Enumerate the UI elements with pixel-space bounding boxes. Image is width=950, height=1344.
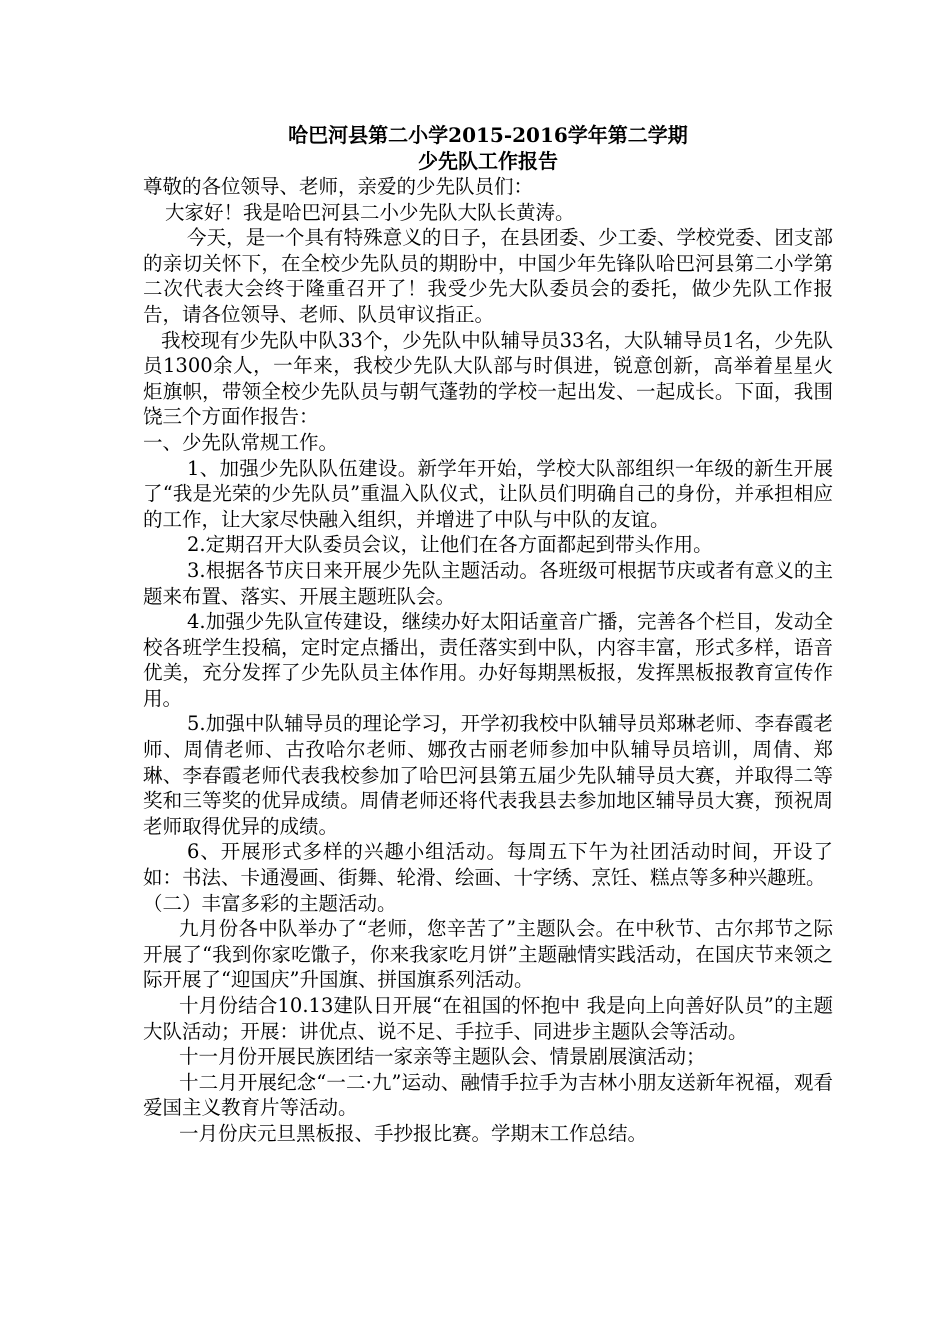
school-overview-paragraph: 我校现有少先队中队33个，少先队中队辅导员33名，大队辅导员1名，少先队员1300余人，一年来，我校少先队大队部与时俱进，锐意创新，高举着星星火炬旗帜，带领全校少先队员与朝气蓬勃的学校一起出发、一起成长。下面，我围饶三个方面作报告： [143,328,833,429]
section-heading-2: （二）丰富多彩的主题活动。 [143,891,397,915]
january-paragraph: 一月份庆元旦黑板报、手抄报比赛。学期末工作总结。 [179,1121,648,1145]
item-4-paragraph: 4.加强少先队宣传建设，继续办好太阳话童音广播，完善各个栏目，发动全校各班学生投稿，定时定点播出，责任落实到中队，内容丰富，形式多样，语音优美，充分发挥了少先队员主体作用。办好每期黑板报，发挥黑板报教育宣传作用。 [143,610,833,710]
document-title-line-2: 少先队工作报告 [418,149,558,173]
item-6-paragraph: 6、开展形式多样的兴趣小组活动。每周五下午为社团活动时间，开设了如：书法、卡通漫画、街舞、轮滑、绘画、十字绣、烹饪、糕点等多种兴趣班。 [143,840,833,890]
october-paragraph: 十月份结合10.13建队日开展“在祖国的怀抱中 我是向上向善好队员”的主题大队活动；开展：讲优点、说不足、手拉手、同进步主题队会等活动。 [143,994,833,1043]
item-3-paragraph: 3.根据各节庆日来开展少先队主题活动。各班级可根据节庆或者有意义的主题来布置、落实、开展主题班队会。 [143,558,833,608]
salutation: 尊敬的各位领导、老师，亲爱的少先队员们： [143,175,534,198]
document-page [143,122,833,1147]
december-paragraph: 十二月开展纪念“一二·九”运动、融情手拉手为吉林小朋友送新年祝福，观看爱国主义教育片等活动。 [143,1070,833,1120]
greeting-paragraph: 大家好！我是哈巴河县二小少先队大队长黄涛。 [165,200,575,224]
november-paragraph: 十一月份开展民族团结一家亲等主题队会、情景剧展演活动； [179,1045,706,1069]
item-1-paragraph: 1、加强少先队队伍建设。新学年开始，学校大队部组织一年级的新生开展了“我是光荣的少先队员”重温入队仪式，让队员们明确自己的身份，并承担相应的工作，让大家尽快融入组织，并增进了中队与中队的友谊。 [143,456,833,531]
opening-paragraph: 今天，是一个具有特殊意义的日子，在县团委、少工委、学校党委、团支部的亲切关怀下，在全校少先队员的期盼中，中国少年先锋队哈巴河县第二小学第二次代表大会终于隆重召开了！我受少先大队委员会的委托，做少先队工作报告，请各位领导、老师、队员审议指正。 [143,226,833,326]
item-2-paragraph: 2.定期召开大队委员会议，让他们在各方面都起到带头作用。 [187,533,713,557]
section-heading-1: 一、少先队常规工作。 [143,430,339,454]
document-title-line-1: 哈巴河县第二小学2015-2016学年第二学期 [288,123,688,147]
september-paragraph: 九月份各中队举办了“老师，您辛苦了”主题队会。在中秋节、古尔邦节之际开展了“我到你家吃馓子，你来我家吃月饼”主题融情实践活动，在国庆节来领之际开展了“迎国庆”升国旗、拼国旗系列活动。 [143,917,833,992]
item-5-paragraph: 5.加强中队辅导员的理论学习，开学初我校中队辅导员郑琳老师、李春霞老师、周倩老师、古孜哈尔老师、娜孜古丽老师参加中队辅导员培训，周倩、郑琳、李春霞老师代表我校参加了哈巴河县第五届少先队辅导员大赛，并取得二等奖和三等奖的优异成绩。周倩老师还将代表我县去参加地区辅导员大赛，预祝周老师取得优异的成绩。 [143,712,833,838]
